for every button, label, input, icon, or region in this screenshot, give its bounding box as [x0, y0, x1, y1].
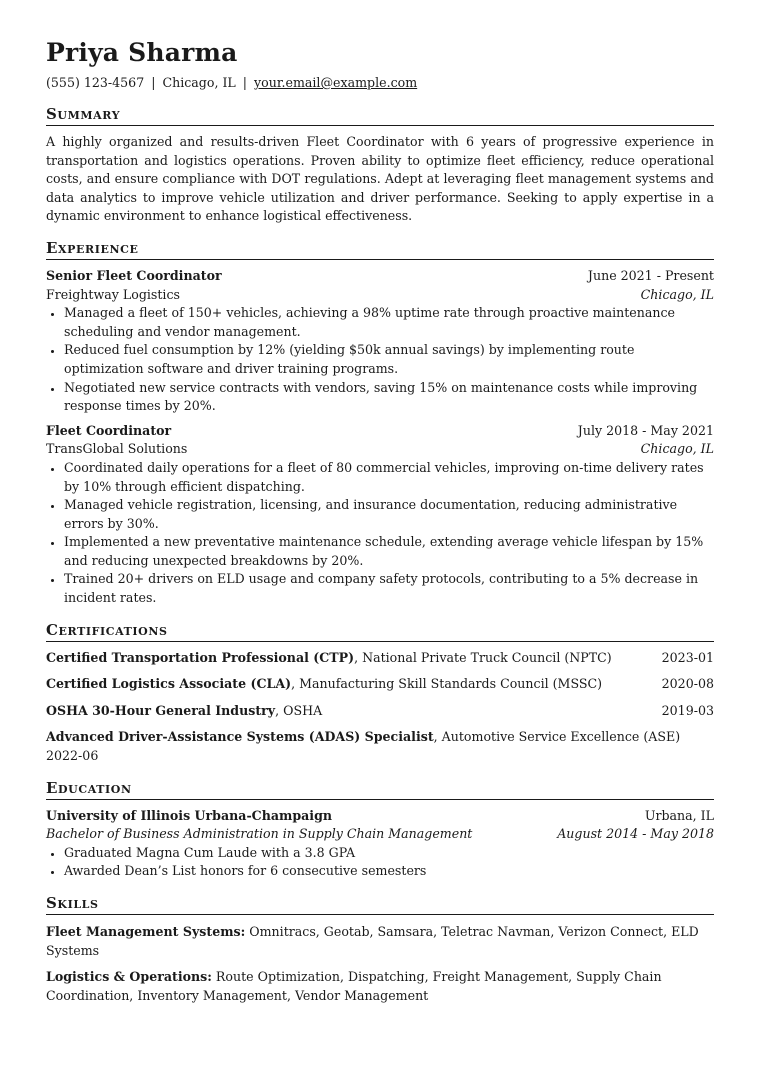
list-item: • Coordinated daily operations for a fleet of 80 commercial vehicles, improving on-time delivery rates by 10% through efficient dispatching.	[64, 459, 714, 496]
job-location: Chicago, IL	[640, 286, 714, 302]
certification-date: 2019-03	[661, 702, 714, 718]
job-bullets	[46, 304, 714, 416]
list-item: • Reduced fuel consumption by 12% (yielding $50k annual savings) by implementing route optimization software and driver training programs.	[64, 341, 714, 378]
certification-text	[46, 675, 602, 694]
section-title-summary: Summary	[46, 106, 714, 126]
list-item: • Negotiated new service contracts with vendors, saving 15% on maintenance costs while improving response times by 20%.	[64, 379, 714, 416]
education-section	[46, 780, 714, 881]
certifications-section	[46, 622, 714, 766]
contact-line	[46, 74, 714, 92]
contact-separator: |	[151, 75, 156, 90]
job-role: Senior Fleet Coordinator	[46, 267, 222, 283]
job-company: TransGlobal Solutions	[46, 441, 188, 457]
job-location: Chicago, IL	[640, 441, 714, 457]
certification-name: OSHA 30-Hour General Industry	[46, 702, 276, 718]
phone-number: (555) 123-4567	[46, 75, 145, 90]
section-title-experience: Experience	[46, 240, 714, 260]
certification-item	[46, 649, 714, 668]
skill-label: Logistics & Operations:	[46, 969, 212, 984]
job-entry	[46, 422, 714, 608]
certification-name: Certified Transportation Professional (CTP)	[46, 649, 355, 665]
candidate-name: Priya Sharma	[46, 38, 238, 67]
certification-item	[46, 702, 714, 721]
education-bullets	[46, 844, 714, 881]
certification-issuer: , Manufacturing Skill Standards Council (MSSC)	[291, 676, 603, 692]
list-item: • Implemented a new preventative maintenance schedule, extending average vehicle lifespan by 15% and reducing unexpected breakdowns by 20%.	[64, 533, 714, 570]
list-item: • Trained 20+ drivers on ELD usage and company safety protocols, contributing to a 5% decrease in incident rates.	[64, 570, 714, 607]
experience-section	[46, 240, 714, 608]
email-link[interactable]: your.email@example.com	[254, 75, 418, 90]
section-title-skills: Skills	[46, 895, 714, 915]
resume-page	[46, 38, 714, 1012]
certification-date: 2020-08	[661, 676, 714, 692]
job-entry	[46, 267, 714, 416]
skill-item	[46, 967, 714, 1005]
job-header	[46, 422, 714, 441]
location: Chicago, IL	[162, 75, 236, 90]
education-header	[46, 807, 714, 826]
summary-text: A highly organized and results-driven Fleet Coordinator with 6 years of progressive experience in transportation and logistics operations. Proven ability to optimize fleet efficiency, reduce operational costs, and ensure compliance with DOT regulations. Adept at leveraging fleet management systems and data analytics to improve vehicle utilization and driver performance. Seeking to apply expertise in a dynamic environment to enhance logistical effectiveness.	[46, 134, 714, 224]
skill-value: Route Optimization, Dispatching, Freight Management, Supply Chain Coordination, Inventory Management, Vendor Management	[46, 969, 662, 1003]
section-title-certifications: Certifications	[46, 622, 714, 642]
degree-name: Bachelor of Business Administration in Supply Chain Management	[46, 826, 473, 842]
certification-text	[46, 649, 612, 668]
job-bullets	[46, 459, 714, 608]
job-dates: June 2021 - Present	[587, 267, 714, 283]
certification-item	[46, 728, 714, 765]
job-dates: July 2018 - May 2021	[577, 422, 714, 438]
education-subheader	[46, 825, 714, 844]
certification-issuer: , OSHA	[275, 702, 323, 718]
certification-name: Advanced Driver-Assistance Systems (ADAS) Specialist	[46, 729, 434, 745]
job-company: Freightway Logistics	[46, 286, 180, 302]
job-subheader	[46, 440, 714, 459]
certification-text	[46, 728, 714, 747]
list-item: • Managed a fleet of 150+ vehicles, achieving a 98% uptime rate through proactive maintenance scheduling and vendor management.	[64, 304, 714, 341]
skills-section	[46, 895, 714, 1005]
job-header	[46, 267, 714, 286]
certification-item	[46, 675, 714, 694]
skill-value: Omnitracs, Geotab, Samsara, Teletrac Navman, Verizon Connect, ELD Systems	[46, 924, 699, 958]
certification-date: 2023-01	[661, 649, 714, 665]
certification-text	[46, 702, 322, 721]
list-item: • Awarded Dean’s List honors for 6 consecutive semesters	[64, 862, 714, 881]
summary-section	[46, 106, 714, 226]
education-dates: August 2014 - May 2018	[557, 826, 714, 842]
job-subheader	[46, 286, 714, 305]
school-name: University of Illinois Urbana-Champaign	[46, 807, 333, 823]
certification-issuer: , Automotive Service Excellence (ASE)	[433, 729, 681, 745]
list-item: • Graduated Magna Cum Laude with a 3.8 GPA	[64, 844, 714, 863]
school-location: Urbana, IL	[644, 807, 714, 823]
skill-label: Fleet Management Systems:	[46, 924, 246, 939]
certification-date: 2022-06	[46, 748, 99, 764]
skill-item	[46, 922, 714, 960]
section-title-education: Education	[46, 780, 714, 800]
contact-separator: |	[242, 75, 248, 90]
certification-issuer: , National Private Truck Council (NPTC)	[354, 649, 612, 665]
list-item: • Managed vehicle registration, licensing, and insurance documentation, reducing administrative errors by 30%.	[64, 496, 714, 533]
certification-name: Certified Logistics Associate (CLA)	[46, 676, 292, 692]
job-role: Fleet Coordinator	[46, 422, 172, 438]
